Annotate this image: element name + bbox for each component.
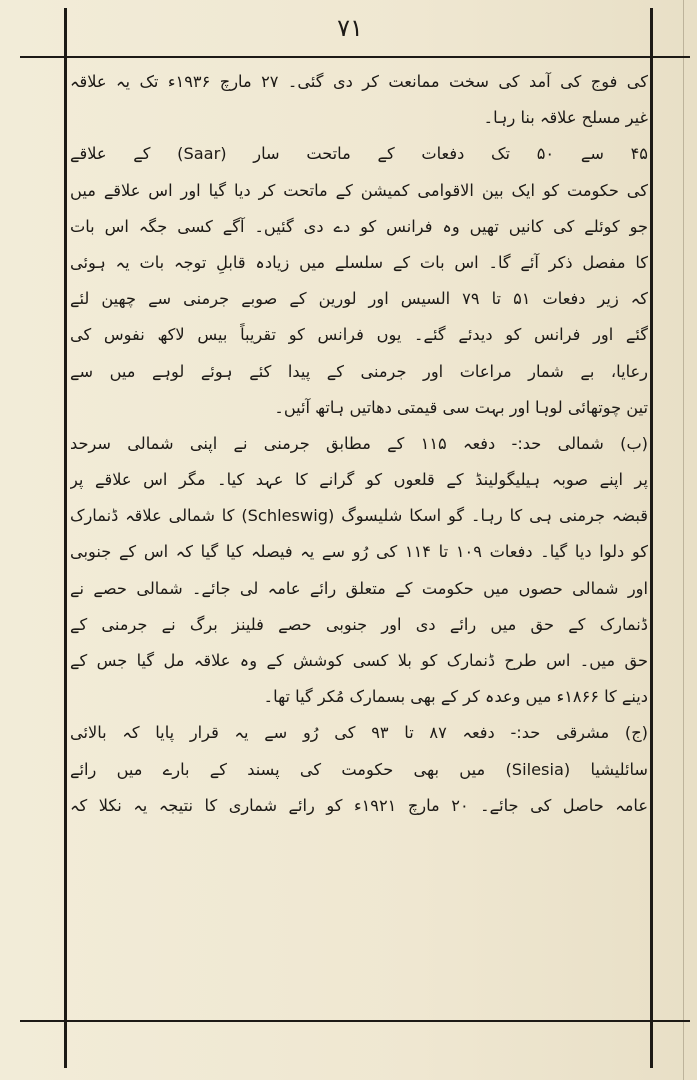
right-margin-rule [650, 8, 653, 1068]
top-rule [20, 56, 690, 58]
text-line: دینے کا ۱۸۶۶ء میں وعدہ کر کے بھی بسمارک مُکر گیا تھا۔ [263, 687, 648, 707]
text-line: غیر مسلح علاقہ بنا رہا۔ [483, 108, 648, 128]
text-line: (ج) مشرقی حد:- دفعہ ۸۷ تا ۹۳ کی رُو سے یہ قرار پایا کہ بالائی [70, 723, 648, 743]
text-line: حق میں۔ اس طرح ڈنمارک کو بلا کسی کوشش کے وہ علاقہ مل گیا جس کے [70, 651, 648, 670]
text-line: کی فوج کی آمد کی سخت ممانعت کر دی گئی۔ ۲۷ مارچ ۱۹۳۶ء تک یہ علاقہ [70, 72, 648, 91]
text-line: کی حکومت کو ایک بین الاقوامی کمیشن کے ماتحت کر دیا گیا اور اس علاقے میں [70, 180, 648, 200]
text-line: رعایا، بے شمار مراعات اور جرمنی کے پیدا کئے ہوئے لوہے میں سے [70, 361, 648, 381]
text-line: ۴۵ سے ۵۰ تک دفعات کے ماتحت سار (Saar) کے علاقے [70, 144, 648, 164]
text-line: گئے اور فرانس کو دیدئے گئے۔ یوں فرانس کو تقریباً بیس لاکھ نفوس کی [70, 325, 648, 345]
text-line: جو کوئلے کی کانیں تھیں وہ فرانس کو دے دی گئیں۔ آگے کسی جگہ اس بات [70, 216, 648, 236]
text-line: سائلیشیا (Silesia) میں بھی حکومت کی پسند کے بارے میں رائے [70, 759, 648, 779]
left-margin-rule [64, 8, 67, 1068]
body-text [70, 64, 648, 824]
text-line: (ب) شمالی حد:- دفعہ ۱۱۵ کے مطابق جرمنی نے اپنی شمالی سرحد [70, 433, 648, 453]
page-number: ۷۱ [337, 14, 363, 42]
text-line: اور شمالی حصوں میں حکومت کے متعلق رائے عامہ لی جائے۔ شمالی حصے نے [70, 578, 648, 598]
text-line: کا مفصل ذکر آئے گا۔ اس بات کے سلسلے میں زیادہ قابلِ توجہ بات یہ ہوئی [70, 252, 648, 272]
text-line: تین چوتھائی لوہا اور بہت سی قیمتی دھاتیں ہاتھ آئیں۔ [274, 397, 648, 417]
text-line: قبضہ جرمنی ہی کا رہا۔ گو اسکا شلیسوگ (Schleswig) کا شمالی علاقہ ڈنمارک [70, 506, 648, 526]
text-line: کو دلوا دیا گیا۔ دفعات ۱۰۹ تا ۱۱۴ کی رُو سے یہ فیصلہ کیا گیا کہ اس کے جنوبی [70, 542, 648, 562]
text-line: عامہ حاصل کی جائے۔ ۲۰ مارچ ۱۹۲۱ء کو رائے شماری کا نتیجہ یہ نکلا کہ [70, 795, 648, 815]
page-edge-rule [683, 0, 684, 1080]
text-line: کہ زیر دفعات ۵۱ تا ۷۹ السیس اور لورین کے صوبے جرمنی سے چھین لئے [70, 289, 648, 309]
bottom-rule [20, 1020, 690, 1022]
text-line: پر اپنے صوبہ ہیلیگولینڈ کے قلعوں کو گرانے کا عہد کیا۔ مگر اس علاقے پر [70, 470, 648, 490]
text-line: ڈنمارک کے حق میں رائے دی اور جنوبی حصے فلینز برگ نے جرمنی کے [70, 614, 648, 634]
